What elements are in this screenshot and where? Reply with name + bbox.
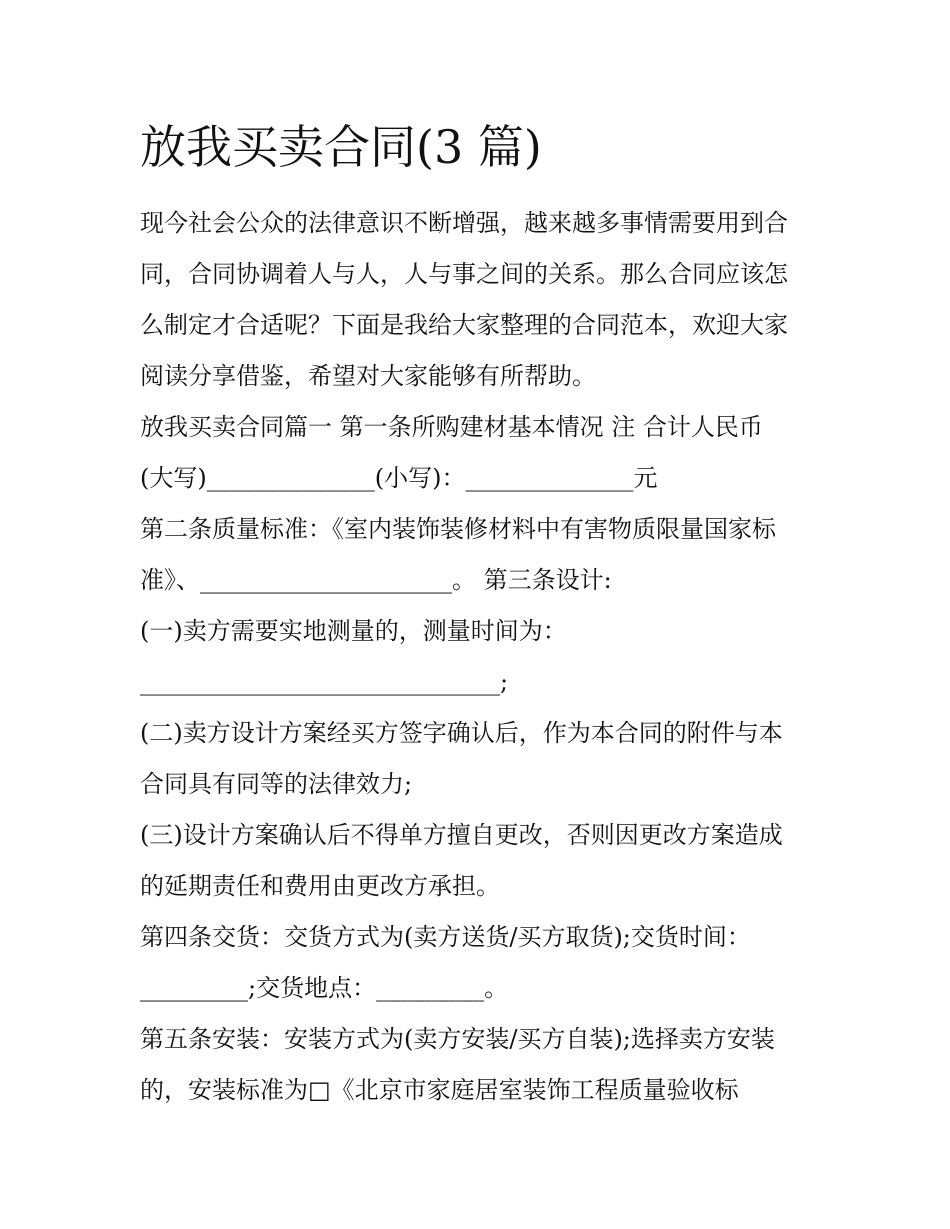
- body-line: 同，合同协调着人与人，人与事之间的关系。那么合同应该怎: [140, 260, 788, 288]
- body-line: 么制定才合适呢？下面是我给大家整理的合同范本，欢迎大家: [140, 311, 788, 339]
- body-line: 的，安装标准为□《北京市家庭居室装饰工程质量验收标: [140, 1076, 739, 1104]
- body-line: 第五条安装：安装方式为(卖方安装/买方自装);选择卖方安装: [140, 1025, 775, 1053]
- body-line: 第二条质量标准：《室内装饰装修材料中有害物质限量国家标: [140, 515, 776, 543]
- body-line: 的延期责任和费用由更改方承担。: [140, 872, 500, 900]
- body-line: ______________________________;: [140, 668, 509, 696]
- body-line: (二)卖方设计方案经买方签字确认后，作为本合同的附件与本: [140, 719, 783, 747]
- body-line: 准》、_____________________。 第三条设计:: [140, 566, 612, 594]
- body-line: 第四条交货：交货方式为(卖方送货/买方取货);交货时间：: [140, 923, 751, 951]
- document-body: [140, 198, 820, 1116]
- body-line: 合同具有同等的法律效力;: [140, 770, 413, 798]
- body-line: (一)卖方需要实地测量的，测量时间为：: [140, 617, 567, 645]
- body-line: (大写)______________(小写)：______________元: [140, 464, 658, 492]
- body-line: _________;交货地点：_________。: [140, 974, 509, 1002]
- body-line: (三)设计方案确认后不得单方擅自更改，否则因更改方案造成: [140, 821, 783, 849]
- document-title: 放我买卖合同(3 篇): [140, 120, 542, 174]
- body-line: 放我买卖合同篇一 第一条所购建材基本情况 注 合计人民币: [140, 413, 763, 441]
- body-line: 阅读分享借鉴，希望对大家能够有所帮助。: [140, 362, 596, 390]
- body-line: 现今社会公众的法律意识不断增强，越来越多事情需要用到合: [140, 209, 788, 237]
